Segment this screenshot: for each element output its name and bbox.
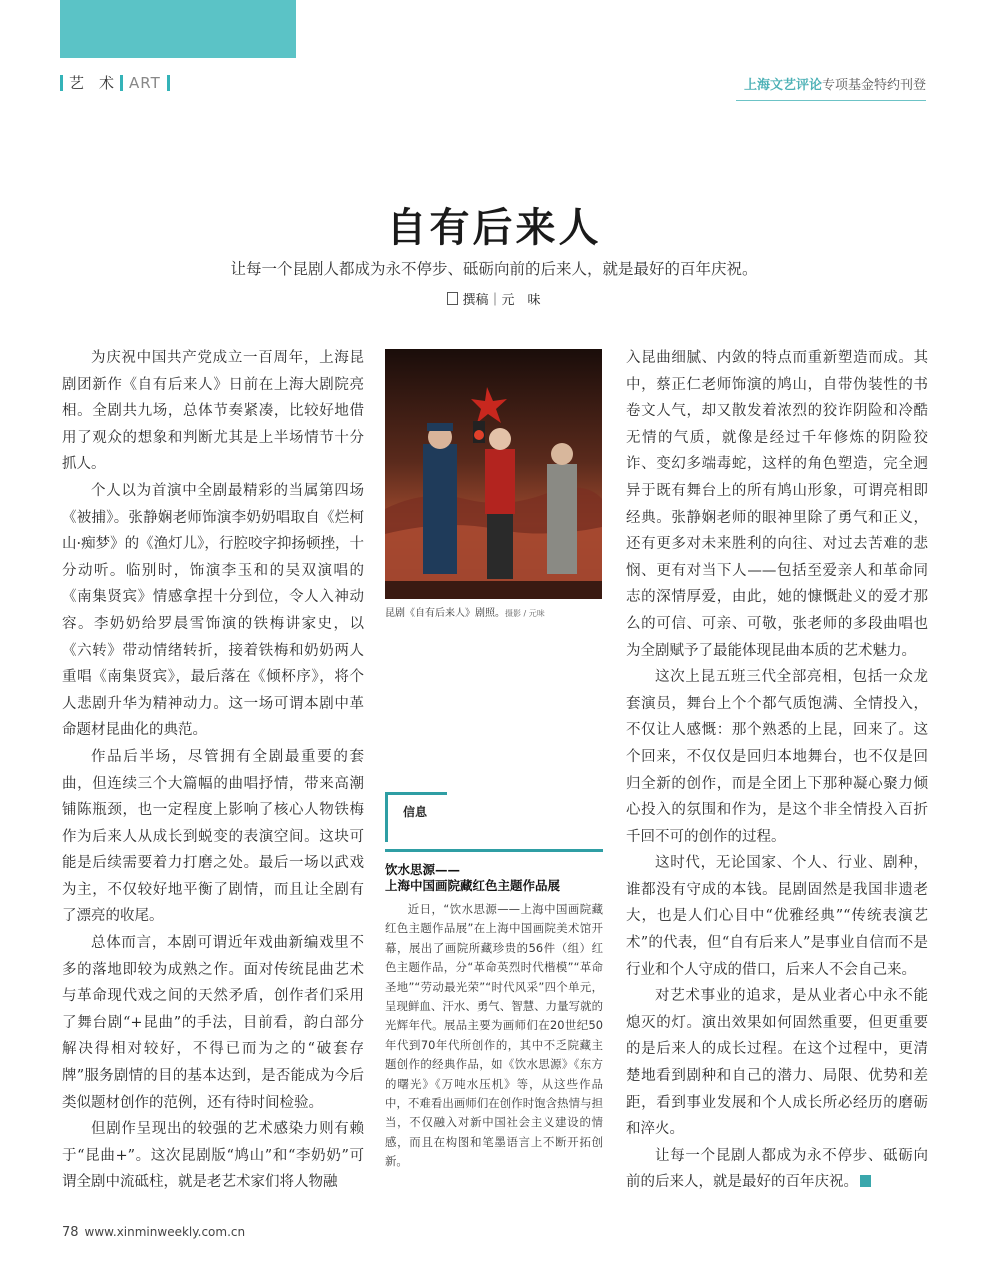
caption-text: 昆剧《自有后来人》剧照。 [385,608,505,619]
end-mark-icon [860,1175,871,1187]
article-title: 自有后来人 [386,204,602,251]
stage-photo [385,349,602,599]
info-paragraph: 近日，“饮水思源——上海中国画院藏红色主题作品展”在上海中国画院美术馆开幕，展出了画院所藏珍贵的56件（组）红色主题作品，分“革命英烈时代楷模”“革命圣地”“劳动最光荣”“时代风采”四个单元，呈现鲜血、汗水、勇气、智慧、力量写就的光辉年代。展品主要为画师们在20世纪50年代到70年代所创作的，其中不乏院藏主题创作的经典作品，如《饮水思源》《东方的曙光》《万吨水压机》等，从这些作品中，不难看出画师们在创作时饱含热情与担当，不仅融入对新中国社会主义建设的情感，而且在构图和笔墨语言上不断开拓创新。 [385,902,603,1169]
info-body [385,900,603,1172]
divider [167,75,170,91]
byline-text: 撰稿｜元 味 [462,293,541,308]
sponsor-brand: 上海文艺评论 [743,78,822,93]
paragraph: 对艺术事业的追求，是从业者心中永不能熄灭的灯。演出效果如何固然重要，但更重要的是后来人的成长过程。在这个过程中，更清楚地看到剧种和自己的潜力、局限、优势和差距，看到事业发展和个人成长所必经历的磨砺和淬火。 [626,988,928,1138]
divider [60,75,63,91]
photo-credit: 摄影 / 元味 [505,609,545,618]
page-footer [62,1225,245,1240]
article-column-left [62,345,364,1196]
divider [120,75,123,91]
info-title-line: 饮水思源—— [385,862,461,877]
section-tag [60,72,170,93]
info-title-line: 上海中国画院藏红色主题作品展 [385,878,561,893]
paragraph [626,1143,928,1196]
info-rule [385,849,603,852]
paragraph: 这次上昆五班三代全部亮相，包括一众龙套演员，舞台上个个都气质饱满、全情投入，不仅让人感慨：那个熟悉的上昆，回来了。这个回来，不仅仅是回归本地舞台，也不仅是回归全新的创作，而是全团上下那种凝心聚力倾心投入的氛围和作为，是这个非全情投入百折千回不可的创作的过程。 [626,669,928,845]
stage-photo-image [385,349,602,599]
paragraph: 总体而言，本剧可谓近年戏曲新编戏里不多的落地即较为成熟之作。面对传统昆曲艺术与革命现代戏之间的天然矛盾，创作者们采用了舞台剧“+昆曲”的手法，目前看，韵白部分解决得相对较好，不得已而为之的“破套存牌”服务剧情的目的基本达到，是否能成为今后类似题材创作的范例，还有待时间检验。 [62,935,364,1111]
closing-text: 让每一个昆剧人都成为永不停步、砥砺向前的后来人，就是最好的百年庆祝。 [626,1147,928,1191]
header-color-block [60,0,296,58]
paragraph: 个人以为首演中全剧最精彩的当属第四场《被捕》。张静娴老师饰演李奶奶唱取自《烂柯山·痴梦》的《渔灯儿》，行腔咬字抑扬顿挫，十分动听。临别时，饰演李玉和的吴双演唱的《南集贤宾》情感拿捏十分到位，令人入神动容。李奶奶给罗晨雪饰演的铁梅讲家史，以《六转》带动情绪转折，接着铁梅和奶奶两人重唱《南集贤宾》，最后落在《倾杯序》，将个人悲剧升华为精神动力。这一场可谓本剧中革命题材昆曲化的典范。 [62,482,364,739]
paragraph: 作品后半场，尽管拥有全剧最重要的套曲，但连续三个大篇幅的曲唱抒情，带来高潮铺陈瓶颈，也一定程度上影响了核心人物铁梅作为后来人从成长到蜕变的表演空间。这块可能是后续需要着力打磨之处。最后一场以武戏为主，不仅较好地平衡了剧情，而且让全剧有了漂亮的收尾。 [62,748,364,925]
paragraph: 这时代，无论国家、个人、行业、剧种，谁都没有守成的本钱。昆剧固然是我国非遗老大，也是人们心目中“优雅经典”“传统表演艺术”的代表，但“自有后来人”是事业自信而不是行业和个人守成的借口，后来人不会自己来。 [626,855,928,978]
paragraph: 入昆曲细腻、内敛的特点而重新塑造而成。其中，蔡正仁老师饰演的鸠山，自带伪装性的书卷文人气，却又散发着浓烈的狡诈阴险和冷酷无情的气质，就像是经过千年修炼的阴险狡诈、变幻多端毒蛇，这样的角色塑造，完全迥异于既有舞台上的所有鸠山形象，可谓亮相即经典。张静娴老师的眼神里除了勇气和正义，还有更多对未来胜利的向往、对过去苦难的悲悯、更有对当下人——包括至爱亲人和革命同志的深情厚爱，由此，她的慷慨赴义的爱才那么的可信、可亲、可敬，张老师的多段曲唱也为全剧赋予了最能体现昆曲本质的艺术魅力。 [626,350,928,659]
photo-caption [385,604,615,619]
article-column-right [626,345,928,1196]
page-number: 78 [62,1225,79,1240]
website-url[interactable]: www.xinminweekly.com.cn [84,1225,246,1239]
info-title [385,862,607,894]
pen-icon [447,292,458,305]
sponsor-text: 专项基金特约刊登 [821,78,926,93]
sponsor-line [744,74,926,93]
paragraph: 但剧作呈现出的较强的艺术感染力则有赖于“昆曲+”。这次昆剧版“鸠山”和“李奶奶”可谓全剧中流砥柱，就是老艺术家们将人物融 [62,1121,364,1191]
section-name: 艺 术 [69,74,115,92]
article-subtitle: 让每一个昆剧人都成为永不停步、砥砺向前的后来人，就是最好的百年庆祝。 [230,260,758,278]
sponsor-rule [736,100,926,101]
paragraph: 为庆祝中国共产党成立一百周年，上海昆剧团新作《自有后来人》日前在上海大剧院亮相。全剧共九场，总体节奏紧凑，比较好地借用了观众的想象和判断尤其是上半场情节十分抓人。 [62,350,364,473]
info-label: 信息 [403,805,428,819]
byline [0,289,988,308]
section-name-en: ART [129,73,161,92]
